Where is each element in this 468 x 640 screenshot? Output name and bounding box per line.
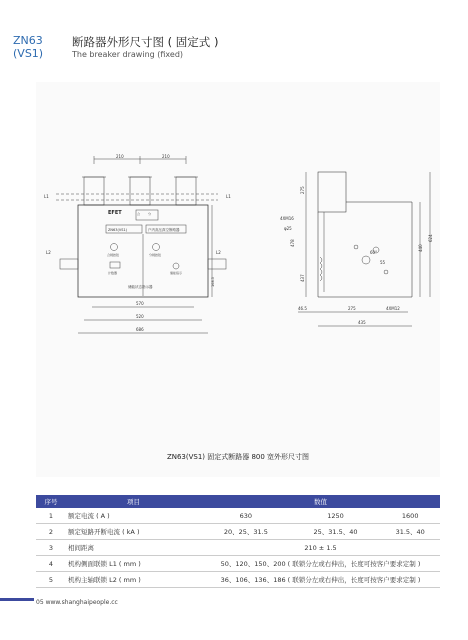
page-subtitle: The breaker drawing (fixed)	[72, 50, 184, 59]
page-number: 05	[36, 599, 44, 606]
footer-url[interactable]: www.shanghaipeople.cc	[45, 599, 118, 606]
dim-bolt: 4XM16	[280, 216, 294, 221]
header-item: 项目	[66, 495, 201, 508]
cell-value: 20、25、31.5	[201, 524, 291, 540]
cell-no: 4	[36, 556, 66, 572]
footer-accent-bar	[0, 598, 34, 601]
cell-item: 机构侧面联锁 L1 ( mm )	[66, 556, 201, 572]
cell-item: 额定短路开断电流 ( kA )	[66, 524, 201, 540]
dim-478: 478	[290, 239, 295, 247]
dim-275: 275	[300, 186, 305, 194]
panel-brand: EFET	[108, 210, 122, 216]
panel-bottom-note: 储能状态指示器	[128, 285, 153, 289]
footer	[36, 599, 118, 606]
panel-btn-close: 合闸按钮	[107, 253, 120, 257]
panel-counter: 计数器	[108, 271, 118, 275]
cell-value: 1250	[291, 508, 381, 524]
dim-46-5: 46.5	[298, 306, 307, 311]
dim-686: 686	[136, 327, 144, 332]
dim-435: 435	[358, 320, 366, 325]
table-header-row	[36, 495, 440, 508]
cell-item: 相间距离	[66, 540, 201, 556]
cell-item: 额定电流 ( A )	[66, 508, 201, 524]
page-title: 断路器外形尺寸图 ( 固定式 )	[72, 35, 219, 49]
table-row	[36, 508, 440, 524]
cell-value: 36、106、136、186 ( 联锁分左或右伸出，长度可按客户要求定制 )	[201, 572, 440, 588]
cell-no: 3	[36, 540, 66, 556]
dim-624: 624	[428, 234, 433, 242]
dim-angle: 60°	[370, 250, 378, 255]
panel-btn-open: 分闸按钮	[149, 253, 162, 257]
dim-l2-left: L2	[46, 250, 51, 255]
cell-no: 5	[36, 572, 66, 588]
panel-status-off: 分	[148, 212, 152, 216]
cell-item: 机构主轴联锁 L2 ( mm )	[66, 572, 201, 588]
dim-570: 570	[136, 301, 144, 306]
drawing-caption: ZN63(VS1) 固定式断路器 800 宽外形尺寸图	[166, 453, 310, 461]
panel-model-label: ZN63(VS1)	[108, 228, 128, 232]
header-value: 数值	[201, 495, 440, 508]
panel-type-label: 户内高压真空断路器	[148, 228, 180, 232]
dim-275-bottom: 275	[348, 306, 356, 311]
dim-55: 55	[380, 260, 386, 265]
table-row	[36, 572, 440, 588]
dim-l1-left: L1	[44, 194, 49, 199]
dim-437: 437	[300, 274, 305, 282]
header-no: 序号	[36, 495, 66, 508]
cell-value: 31.5、40	[380, 524, 440, 540]
dim-hole: φ25	[284, 226, 292, 231]
dim-bolt2: 4XM12	[386, 306, 400, 311]
cell-value: 50、120、150、200 ( 联锁分左或右伸出，长度可按客户要求定制 )	[201, 556, 440, 572]
dim-440: 440	[418, 244, 423, 252]
dim-210-left: 210	[116, 154, 124, 159]
dim-210-right: 210	[162, 154, 170, 159]
dim-520: 520	[136, 314, 144, 319]
cell-value: 1600	[380, 508, 440, 524]
cell-value: 630	[201, 508, 291, 524]
panel-spring: 储能指示	[170, 271, 183, 275]
table-row	[36, 540, 440, 556]
cell-value: 25、31.5、40	[291, 524, 381, 540]
breaker-drawing-svg	[36, 82, 440, 477]
table-row	[36, 556, 440, 572]
breaker-drawing	[36, 82, 440, 477]
cell-value: 210 ± 1.5	[201, 540, 440, 556]
panel-status-on: 合	[137, 212, 141, 216]
dim-l2-right: L2	[216, 250, 221, 255]
dim-l1-right: L1	[226, 194, 231, 199]
model-line1: ZN63	[13, 34, 43, 47]
model-label	[13, 34, 53, 60]
dim-168: 168.5	[211, 276, 215, 287]
spec-table	[36, 495, 440, 588]
cell-no: 2	[36, 524, 66, 540]
model-line2: (VS1)	[13, 47, 44, 60]
cell-no: 1	[36, 508, 66, 524]
table-row	[36, 524, 440, 540]
